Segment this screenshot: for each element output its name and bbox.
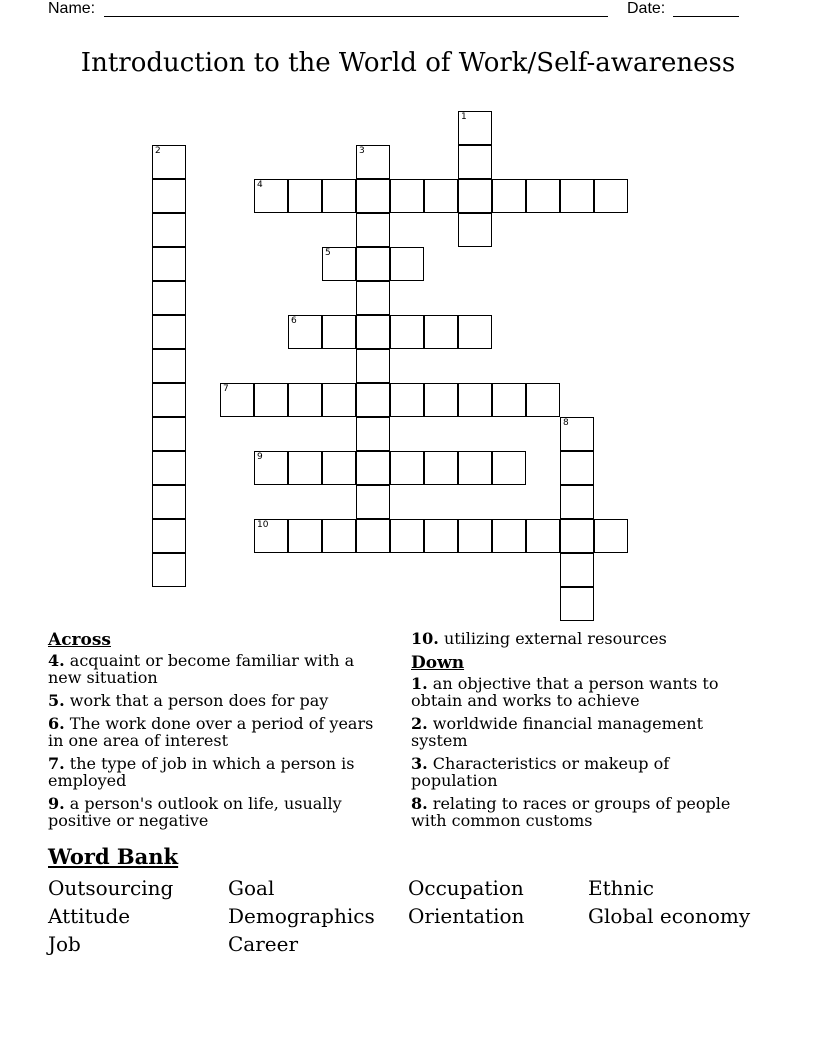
grid-cell[interactable] (526, 383, 560, 417)
word-bank-list (48, 876, 768, 956)
clue-text: work that a person does for pay (69, 691, 329, 710)
grid-cell[interactable] (594, 179, 628, 213)
grid-cell[interactable] (458, 179, 492, 213)
grid-cell[interactable] (356, 485, 390, 519)
grid-cell[interactable] (322, 383, 356, 417)
clue-number-label: 1 (461, 112, 467, 122)
word-bank-item: Attitude (48, 904, 131, 928)
grid-cell[interactable] (254, 519, 288, 553)
clue-across-6 (48, 715, 388, 749)
clue-down-8 (411, 795, 751, 829)
clue-number: 7. (48, 754, 65, 773)
grid-cell[interactable] (458, 213, 492, 247)
clue-text: worldwide financial management system (411, 714, 704, 750)
word-bank-item: Outsourcing (48, 876, 174, 900)
grid-cell[interactable] (152, 349, 186, 383)
down-heading: Down (411, 653, 465, 673)
grid-cell[interactable] (390, 247, 424, 281)
grid-cell[interactable] (458, 315, 492, 349)
clue-down-3 (411, 755, 751, 789)
grid-cell[interactable] (254, 179, 288, 213)
grid-cell[interactable] (492, 179, 526, 213)
word-bank-heading: Word Bank (48, 844, 179, 869)
clue-number: 3. (411, 754, 428, 773)
clue-number-label: 10 (257, 520, 269, 530)
grid-cell[interactable] (220, 383, 254, 417)
grid-cell[interactable] (390, 383, 424, 417)
clue-number-label: 7 (223, 384, 229, 394)
header (48, 0, 740, 22)
word-bank-item: Orientation (408, 904, 525, 928)
grid-cell[interactable] (560, 451, 594, 485)
grid-cell[interactable] (424, 451, 458, 485)
grid-cell[interactable] (526, 519, 560, 553)
grid-cell[interactable] (356, 383, 390, 417)
name-field-line[interactable] (104, 16, 608, 17)
clue-across-7 (48, 755, 388, 789)
grid-cell[interactable] (492, 383, 526, 417)
word-bank-item: Career (228, 932, 299, 956)
grid-cell[interactable] (424, 519, 458, 553)
grid-cell[interactable] (288, 179, 322, 213)
grid-cell[interactable] (390, 315, 424, 349)
grid-cell[interactable] (356, 519, 390, 553)
clue-text: a person's outlook on life, usually positive or negative (48, 794, 342, 830)
grid-cell[interactable] (152, 451, 186, 485)
word-bank (48, 844, 768, 956)
grid-cell[interactable] (560, 519, 594, 553)
word-bank-item: Global economy (588, 904, 751, 928)
grid-cell[interactable] (492, 451, 526, 485)
grid-cell[interactable] (152, 417, 186, 451)
clue-number: 10. (411, 629, 439, 648)
clue-text: acquaint or become familiar with a new situation (48, 651, 355, 687)
clues-column-left (48, 630, 388, 835)
clue-text: an objective that a person wants to obtain and works to achieve (411, 674, 719, 710)
clues-column-right (411, 630, 751, 835)
clue-text: the type of job in which a person is employed (48, 754, 355, 790)
grid-cell[interactable] (356, 349, 390, 383)
word-bank-item: Job (48, 932, 81, 956)
clue-number: 8. (411, 794, 428, 813)
grid-cell[interactable] (594, 519, 628, 553)
grid-cell[interactable] (356, 179, 390, 213)
grid-cell[interactable] (152, 315, 186, 349)
grid-cell[interactable] (322, 315, 356, 349)
grid-cell[interactable] (356, 417, 390, 451)
grid-cell[interactable] (356, 281, 390, 315)
grid-cell[interactable] (152, 179, 186, 213)
grid-cell[interactable] (152, 553, 186, 587)
clue-number-label: 3 (359, 146, 365, 156)
page-title: Introduction to the World of Work/Self-awareness (80, 48, 736, 78)
grid-cell[interactable] (288, 315, 322, 349)
clue-number-label: 5 (325, 248, 331, 258)
word-bank-item: Occupation (408, 876, 524, 900)
clue-number-label: 6 (291, 316, 297, 326)
grid-cell[interactable] (356, 451, 390, 485)
grid-cell[interactable] (288, 519, 322, 553)
date-label: Date: (627, 0, 666, 17)
grid-cell[interactable] (560, 587, 594, 621)
grid-cell[interactable] (424, 179, 458, 213)
grid-cell[interactable] (152, 281, 186, 315)
clue-text: relating to races or groups of people with common customs (411, 794, 731, 830)
clue-number: 9. (48, 794, 65, 813)
grid-cell[interactable] (356, 247, 390, 281)
clue-across-5 (48, 692, 388, 709)
grid-cell[interactable] (152, 145, 186, 179)
clue-number: 2. (411, 714, 428, 733)
grid-cell[interactable] (356, 145, 390, 179)
grid-cell[interactable] (152, 519, 186, 553)
grid-cell[interactable] (526, 179, 560, 213)
clue-text: Characteristics or makeup of population (411, 754, 670, 790)
name-label: Name: (48, 0, 96, 17)
across-heading: Across (48, 630, 111, 650)
grid-cell[interactable] (356, 315, 390, 349)
grid-cell[interactable] (560, 417, 594, 451)
clue-down-2 (411, 715, 751, 749)
grid-cell[interactable] (254, 451, 288, 485)
grid-cell[interactable] (424, 315, 458, 349)
grid-cell[interactable] (356, 213, 390, 247)
grid-cell[interactable] (254, 383, 288, 417)
grid-cell[interactable] (322, 179, 356, 213)
clue-number: 6. (48, 714, 65, 733)
clue-across-10 (411, 630, 751, 647)
date-field-line[interactable] (673, 16, 739, 17)
clue-text: utilizing external resources (443, 629, 667, 648)
grid-cell[interactable] (152, 383, 186, 417)
clue-number-label: 9 (257, 452, 263, 462)
grid-cell[interactable] (390, 451, 424, 485)
clue-text: The work done over a period of years in one area of interest (48, 714, 374, 750)
grid-cell[interactable] (152, 485, 186, 519)
grid-cell[interactable] (492, 519, 526, 553)
grid-cell[interactable] (458, 383, 492, 417)
grid-cell[interactable] (322, 247, 356, 281)
grid-cell[interactable] (390, 519, 424, 553)
grid-cell[interactable] (458, 451, 492, 485)
clue-number: 4. (48, 651, 65, 670)
clue-number-label: 2 (155, 146, 161, 156)
clue-number: 1. (411, 674, 428, 693)
grid-cell[interactable] (458, 519, 492, 553)
word-bank-item: Ethnic (588, 876, 654, 900)
grid-cell[interactable] (322, 451, 356, 485)
clue-across-4 (48, 652, 388, 686)
clue-number: 5. (48, 691, 65, 710)
grid-cell[interactable] (560, 179, 594, 213)
grid-cell[interactable] (152, 247, 186, 281)
grid-cell[interactable] (322, 519, 356, 553)
grid-cell[interactable] (288, 451, 322, 485)
clue-across-9 (48, 795, 388, 829)
grid-cell[interactable] (560, 485, 594, 519)
grid-cell[interactable] (390, 179, 424, 213)
clue-down-1 (411, 675, 751, 709)
grid-cell[interactable] (424, 383, 458, 417)
grid-cell[interactable] (458, 111, 492, 145)
grid-cell[interactable] (152, 213, 186, 247)
clue-number-label: 4 (257, 180, 263, 190)
grid-cell[interactable] (288, 383, 322, 417)
grid-cell[interactable] (560, 553, 594, 587)
grid-cell[interactable] (458, 145, 492, 179)
clue-number-label: 8 (563, 418, 569, 428)
word-bank-item: Demographics (228, 904, 375, 928)
word-bank-item: Goal (228, 876, 275, 900)
